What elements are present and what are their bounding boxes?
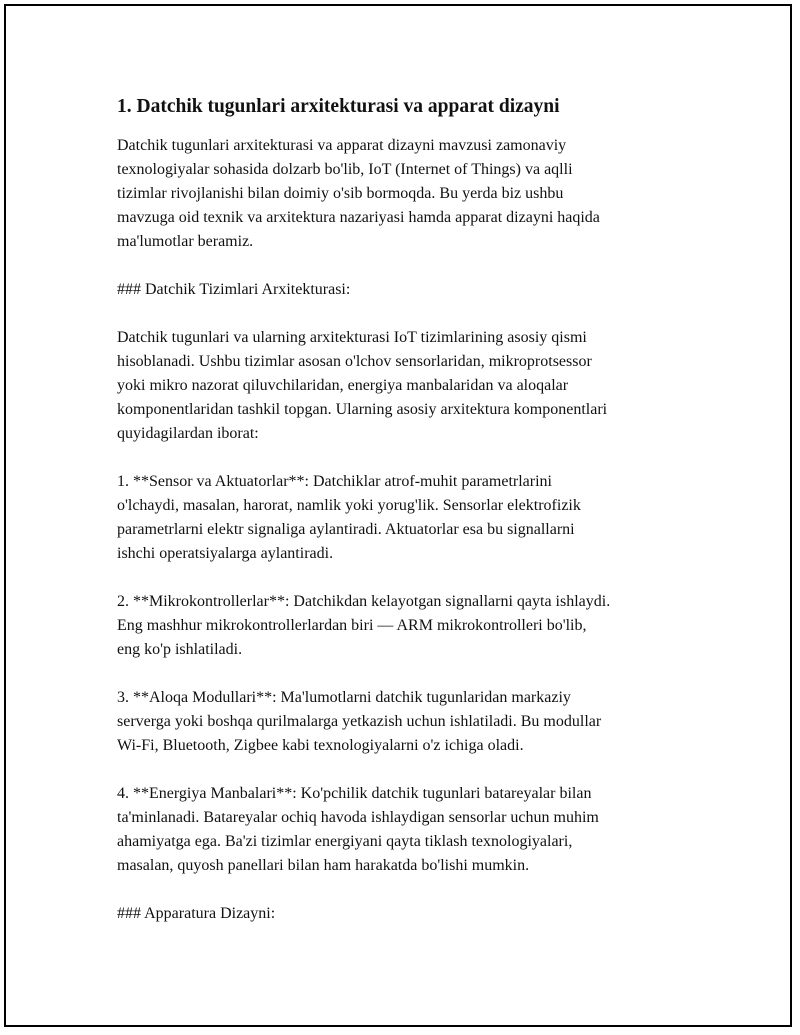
text-line: ### Datchik Tizimlari Arxitekturasi: <box>117 281 351 298</box>
text-line: quyidagilardan iborat: <box>117 425 259 442</box>
text-line: yoki mikro nazorat qiluvchilaridan, energiya manbalaridan va aloqalar <box>117 377 569 394</box>
text-line: o'lchaydi, masalan, harorat, namlik yoki yorug'lik. Sensorlar elektrofizik <box>117 497 581 514</box>
text-line: 2. **Mikrokontrollerlar**: Datchikdan kelayotgan signallarni qayta ishlaydi. <box>117 593 611 610</box>
text-line: ishchi operatsiyalarga aylantiradi. <box>117 545 334 562</box>
text-line: eng ko'p ishlatiladi. <box>117 641 243 658</box>
text-line: serverga yoki boshqa qurilmalarga yetkazish uchun ishlatiladi. Bu modullar <box>117 713 602 730</box>
text-line: hisoblanadi. Ushbu tizimlar asosan o'lchov sensorlaridan, mikroprotsessor <box>117 353 592 370</box>
list-item-microcontrollers <box>117 590 697 662</box>
paragraph-intro <box>117 134 697 254</box>
text-line: parametrlarni elektr signaliga aylantiradi. Aktuatorlar esa bu signallarni <box>117 521 575 538</box>
paragraph-architecture <box>117 326 697 446</box>
text-line: mavzuga oid texnik va arxitektura nazariyasi hamda apparat dizayni haqida <box>117 209 600 226</box>
list-item-energy <box>117 782 697 878</box>
document-body <box>117 94 697 950</box>
document-title: 1. Datchik tugunlari arxitekturasi va apparat dizayni <box>117 96 560 117</box>
text-line: ### Apparatura Dizayni: <box>117 905 276 922</box>
text-line: Eng mashhur mikrokontrollerlardan biri — ARM mikrokontrolleri bo'lib, <box>117 617 587 634</box>
list-item-sensors <box>117 470 697 566</box>
text-line: ta'minlanadi. Batareyalar ochiq havoda ishlaydigan sensorlar uchun muhim <box>117 809 599 826</box>
text-line: Wi-Fi, Bluetooth, Zigbee kabi texnologiyalarni o'z ichiga oladi. <box>117 737 524 754</box>
text-line: komponentlaridan tashkil topgan. Ularning asosiy arxitektura komponentlari <box>117 401 608 418</box>
text-line: tizimlar rivojlanishi bilan doimiy o'sib bormoqda. Bu yerda biz ushbu <box>117 185 564 202</box>
text-line: 3. **Aloqa Modullari**: Ma'lumotlarni datchik tugunlaridan markaziy <box>117 689 571 706</box>
section-heading-architecture <box>117 278 697 302</box>
text-line: 1. **Sensor va Aktuatorlar**: Datchiklar atrof-muhit parametrlarini <box>117 473 552 490</box>
list-item-communication <box>117 686 697 758</box>
text-line: masalan, quyosh panellari bilan ham harakatda bo'lishi mumkin. <box>117 857 530 874</box>
text-line: ma'lumotlar beramiz. <box>117 233 254 250</box>
text-line: texnologiyalar sohasida dolzarb bo'lib, IoT (Internet of Things) va aqlli <box>117 161 573 178</box>
text-line: 4. **Energiya Manbalari**: Ko'pchilik datchik tugunlari batareyalar bilan <box>117 785 592 802</box>
text-line: Datchik tugunlari arxitekturasi va apparat dizayni mavzusi zamonaviy <box>117 137 567 154</box>
text-line: Datchik tugunlari va ularning arxitekturasi IoT tizimlarining asosiy qismi <box>117 329 587 346</box>
text-line: ahamiyatga ega. Ba'zi tizimlar energiyani qayta tiklash texnologiyalari, <box>117 833 573 850</box>
section-heading-hardware <box>117 902 697 926</box>
